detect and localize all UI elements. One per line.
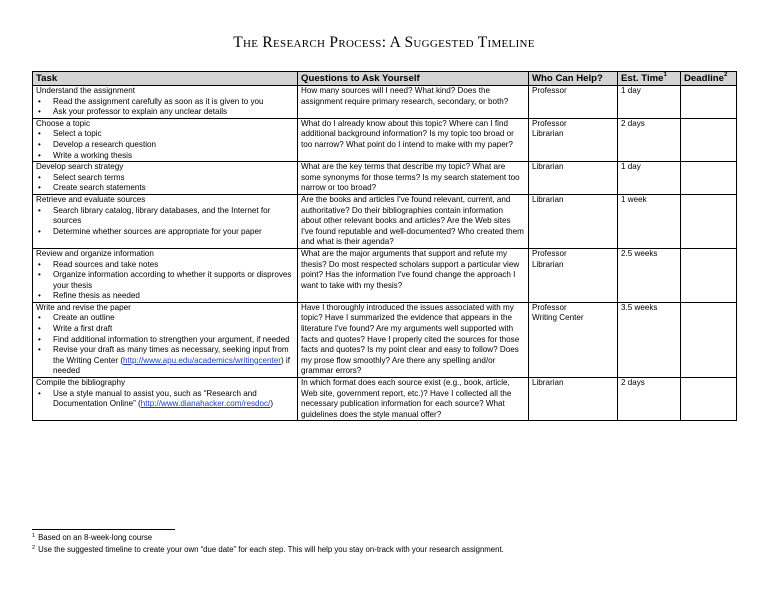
task-bullet-text: ) if needed bbox=[53, 355, 290, 376]
footnote-mark: 2 bbox=[32, 545, 36, 551]
helper-name: Professor bbox=[532, 248, 567, 258]
task-bullets bbox=[36, 129, 294, 161]
timeline-table bbox=[32, 71, 737, 421]
task-title: Retrieve and evaluate sources bbox=[36, 194, 146, 204]
task-bullets bbox=[36, 97, 294, 118]
table-row bbox=[33, 248, 737, 302]
deadline-cell[interactable] bbox=[681, 194, 737, 248]
task-bullets bbox=[36, 206, 294, 238]
help-cell bbox=[529, 194, 618, 248]
help-cell bbox=[529, 378, 618, 421]
helper-name: Librarian bbox=[532, 259, 564, 269]
task-bullet bbox=[36, 345, 294, 377]
task-bullets bbox=[36, 313, 294, 377]
task-bullet: • Read sources and take notes bbox=[36, 260, 294, 271]
task-cell bbox=[33, 118, 298, 161]
questions-cell: How many sources will I need? What kind? Does the assignment require primary research, secondary, or both? bbox=[298, 86, 529, 119]
task-bullet: • Determine whether sources are appropriate for your paper bbox=[36, 227, 294, 238]
table-row bbox=[33, 378, 737, 421]
task-title: Understand the assignment bbox=[36, 86, 135, 95]
task-bullet: • Read the assignment carefully as soon as it is given to you bbox=[36, 97, 294, 108]
task-bullets bbox=[36, 173, 294, 194]
footnote-text: Use the suggested timeline to create your own “due date” for each step. This will help you stay on-track with your research assignment. bbox=[38, 545, 504, 554]
col-header-help bbox=[529, 72, 618, 86]
col-header-time-label: Est. Time bbox=[621, 73, 664, 84]
helper-name: Librarian bbox=[532, 162, 564, 172]
task-title: Develop search strategy bbox=[36, 162, 124, 172]
task-title: Compile the bibliography bbox=[36, 378, 126, 388]
questions-cell: What are the key terms that describe my topic? What are some synonyms for those terms? Is my search statement too narrow or too broad? bbox=[298, 162, 529, 195]
helper-name: Professor bbox=[532, 118, 567, 128]
table-row bbox=[33, 194, 737, 248]
questions-cell: What are the major arguments that support and refute my thesis? Do most respected scholars support a particular view point? Has the information I've found change the approach I want to take with my thesis? bbox=[298, 248, 529, 302]
deadline-cell[interactable] bbox=[681, 86, 737, 119]
deadline-cell[interactable] bbox=[681, 378, 737, 421]
header-row bbox=[33, 72, 737, 86]
helper-name: Librarian bbox=[532, 378, 564, 388]
footnote-2 bbox=[32, 545, 504, 555]
footnote-text: Based on an 8-week-long course bbox=[38, 533, 153, 542]
help-cell bbox=[529, 86, 618, 119]
table-row bbox=[33, 86, 737, 119]
task-bullet-text: Revise your draft as many times as necessary, seeking input from the Writing Center ( bbox=[53, 345, 289, 365]
deadline-cell[interactable] bbox=[681, 118, 737, 161]
footnote-mark: 1 bbox=[32, 533, 36, 539]
questions-cell: In which format does each source exist (e.g., book, article, Web site, government report, etc.)? Have I collected all the necessary publication information for each source? What guidelines does the style manual offer? bbox=[298, 378, 529, 421]
task-cell bbox=[33, 194, 298, 248]
task-bullet: • Refine thesis as needed bbox=[36, 291, 294, 302]
task-cell bbox=[33, 378, 298, 421]
col-header-deadline bbox=[681, 72, 737, 86]
task-title: Write and revise the paper bbox=[36, 302, 131, 312]
task-bullet: • Select a topic bbox=[36, 129, 294, 140]
task-cell bbox=[33, 162, 298, 195]
task-bullet-text: Use a style manual to assist you, such as “Research and Documentation Online” ( bbox=[53, 388, 257, 409]
col-header-deadline-label: Deadline bbox=[684, 73, 724, 84]
est-time-cell: 1 day bbox=[618, 86, 681, 119]
task-bullet: • Search library catalog, library databases, and the Internet for sources bbox=[36, 206, 294, 227]
task-bullet: • Write a first draft bbox=[36, 324, 294, 335]
table-row bbox=[33, 302, 737, 377]
helper-name: Professor bbox=[532, 302, 567, 312]
task-bullet-text: ) bbox=[270, 399, 274, 409]
questions-cell: Have I thoroughly introduced the issues associated with my topic? Have I summarized the evidence that appears in the literature I've found? Are my arguments well supported with facts and quotes? Have I properly cited the sources for those facts and quotes? Is my point clear and easy to follow? Does my prose flow smoothly? Are there any spelling and/or grammar errors? bbox=[298, 302, 529, 377]
col-header-time bbox=[618, 72, 681, 86]
deadline-cell[interactable] bbox=[681, 162, 737, 195]
est-time-cell: 1 day bbox=[618, 162, 681, 195]
col-header-help-label: Who Can Help? bbox=[532, 73, 603, 84]
help-cell bbox=[529, 302, 618, 377]
task-bullet: • Write a working thesis bbox=[36, 151, 294, 162]
task-bullet: • Select search terms bbox=[36, 173, 294, 184]
task-cell bbox=[33, 302, 298, 377]
questions-cell: What do I already know about this topic? Where can I find additional background information? Is my topic too broad or too narrow? What point do I intend to make with my paper? bbox=[298, 118, 529, 161]
task-bullet: • Develop a research question bbox=[36, 140, 294, 151]
task-bullet: • Ask your professor to explain any unclear details bbox=[36, 107, 294, 118]
col-header-questions bbox=[298, 72, 529, 86]
task-cell bbox=[33, 86, 298, 119]
helper-name: Writing Center bbox=[532, 313, 584, 323]
footnote-ref-2: 2 bbox=[724, 72, 728, 78]
table-row bbox=[33, 162, 737, 195]
task-title: Review and organize information bbox=[36, 248, 154, 258]
helper-name: Librarian bbox=[532, 129, 564, 139]
table-row bbox=[33, 118, 737, 161]
footnote-divider bbox=[32, 529, 175, 530]
resource-link[interactable]: http://www.apu.edu/academics/writingcenter bbox=[123, 355, 281, 365]
deadline-cell[interactable] bbox=[681, 248, 737, 302]
helper-name: Professor bbox=[532, 86, 567, 95]
est-time-cell: 1 week bbox=[618, 194, 681, 248]
est-time-cell: 3.5 weeks bbox=[618, 302, 681, 377]
task-bullet: • Create search statements bbox=[36, 183, 294, 194]
col-header-task bbox=[33, 72, 298, 86]
questions-cell: Are the books and articles I've found relevant, current, and authoritative? Do their bibliographies contain information about other relevant books and articles? Are the Web sites I've found reputable and well-documented? Who created them and what is their agenda? bbox=[298, 194, 529, 248]
help-cell bbox=[529, 118, 618, 161]
col-header-questions-label: Questions to Ask Yourself bbox=[301, 73, 420, 84]
task-bullet: • Organize information according to whether it supports or disproves your thesis bbox=[36, 270, 294, 291]
task-bullets bbox=[36, 389, 294, 410]
help-cell bbox=[529, 162, 618, 195]
task-bullet: • Find additional information to strengthen your argument, if needed bbox=[36, 335, 294, 346]
footnote-1 bbox=[32, 533, 152, 543]
task-bullets bbox=[36, 260, 294, 302]
helper-name: Librarian bbox=[532, 194, 564, 204]
task-title: Choose a topic bbox=[36, 118, 90, 128]
est-time-cell: 2 days bbox=[618, 378, 681, 421]
footnote-ref-1: 1 bbox=[663, 72, 667, 78]
est-time-cell: 2.5 weeks bbox=[618, 248, 681, 302]
task-bullet: • Create an outline bbox=[36, 313, 294, 324]
task-bullet bbox=[36, 389, 294, 410]
est-time-cell: 2 days bbox=[618, 118, 681, 161]
task-cell bbox=[33, 248, 298, 302]
resource-link[interactable]: http://www.dianahacker.com/resdoc/ bbox=[140, 399, 271, 409]
col-header-task-label: Task bbox=[36, 73, 58, 84]
page-title: The Research Process: A Suggested Timeline bbox=[233, 34, 535, 51]
deadline-cell[interactable] bbox=[681, 302, 737, 377]
help-cell bbox=[529, 248, 618, 302]
